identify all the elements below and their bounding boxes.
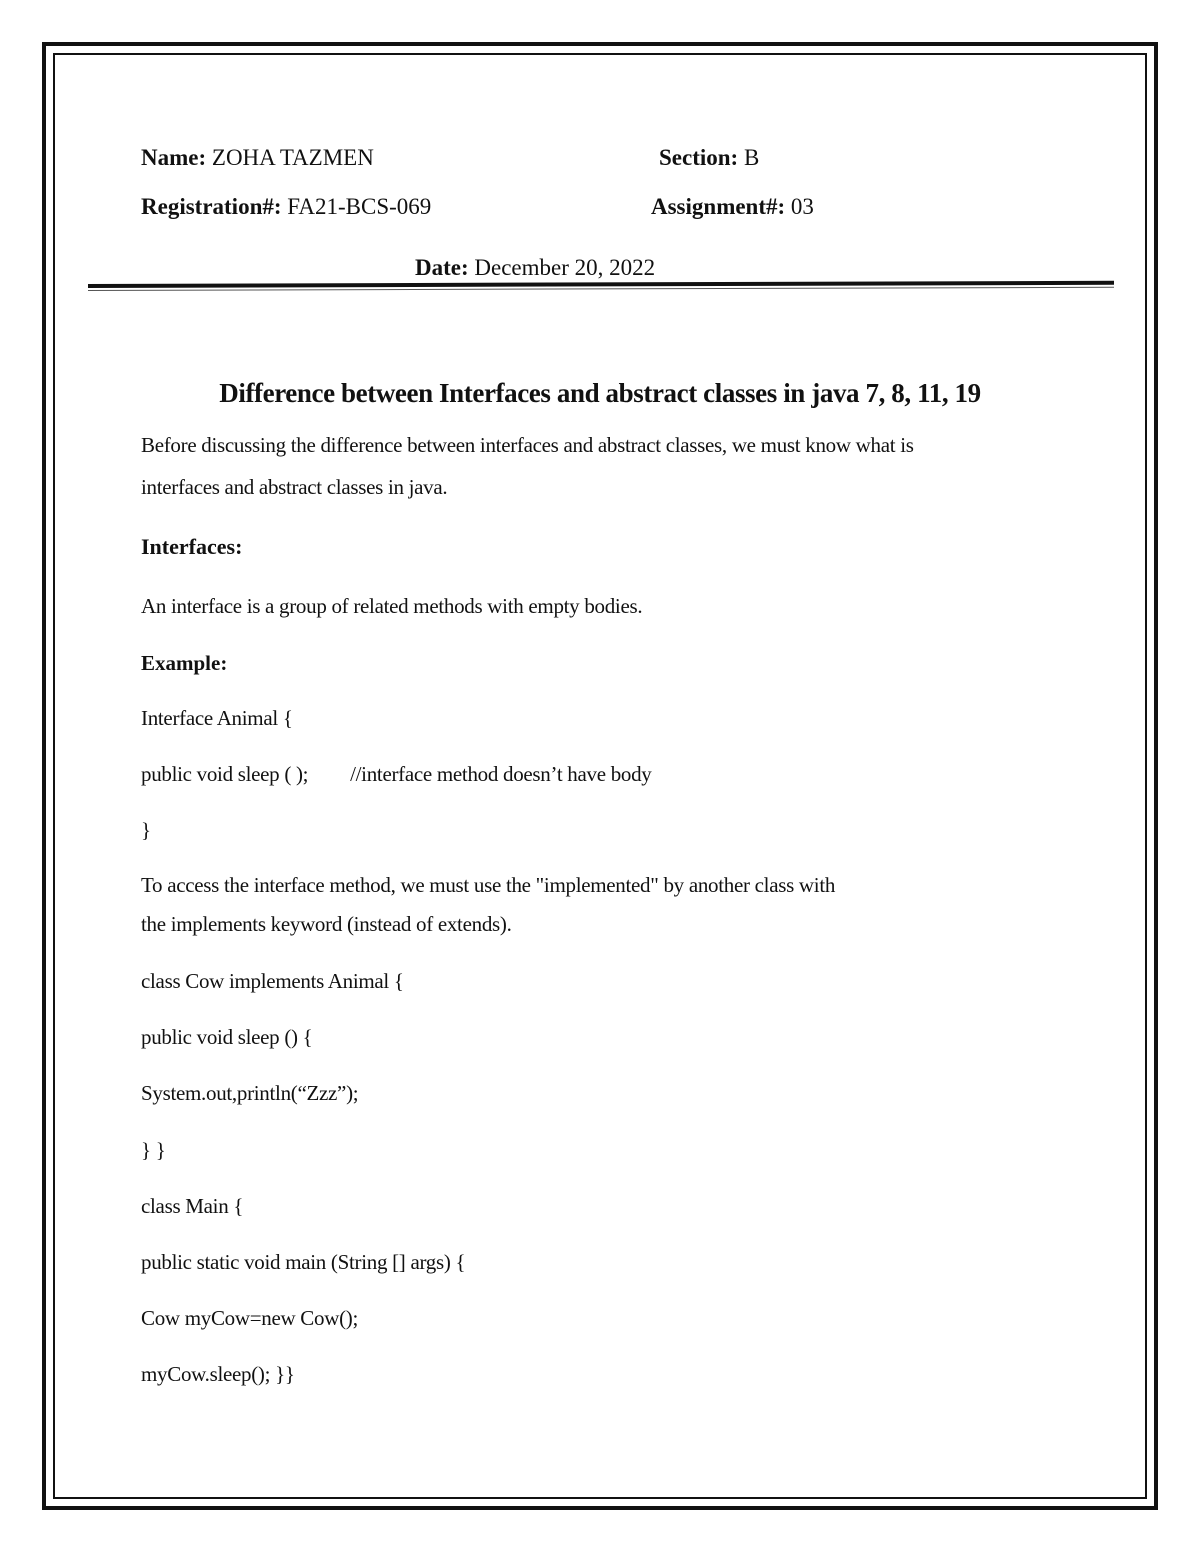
assignment-field bbox=[651, 194, 814, 220]
registration-label: Registration#: bbox=[141, 194, 282, 219]
interface-code-line-2 bbox=[141, 762, 652, 787]
date-value: December 20, 2022 bbox=[474, 255, 656, 280]
name-field bbox=[141, 145, 374, 171]
section-label: Section: bbox=[659, 145, 739, 170]
class-code-line-4: } } bbox=[141, 1138, 166, 1162]
class-code-line-5: class Main { bbox=[141, 1194, 244, 1218]
access-text-line-1: To access the interface method, we must use the "implemented" by another class with bbox=[141, 873, 836, 897]
registration-value: FA21-BCS-069 bbox=[287, 194, 432, 219]
date-field bbox=[415, 255, 655, 281]
section-field bbox=[659, 145, 759, 171]
date-label: Date: bbox=[415, 255, 469, 280]
assignment-label: Assignment#: bbox=[651, 194, 786, 219]
class-code-line-1: class Cow implements Animal { bbox=[141, 969, 404, 993]
intro-line-2: interfaces and abstract classes in java. bbox=[141, 475, 448, 499]
assignment-value: 03 bbox=[790, 194, 814, 219]
document-title: Difference between Interfaces and abstract classes in java 7, 8, 11, 19 bbox=[219, 378, 981, 408]
example-heading: Example: bbox=[141, 651, 228, 675]
section-value: B bbox=[743, 145, 760, 170]
interface-code-statement: public void sleep ( ); bbox=[141, 762, 309, 786]
interfaces-heading: Interfaces: bbox=[141, 534, 243, 559]
class-code-line-8: myCow.sleep(); }} bbox=[141, 1362, 295, 1386]
name-label: Name: bbox=[141, 145, 207, 170]
access-text-line-2: the implements keyword (instead of extends). bbox=[141, 912, 512, 936]
interface-code-line-1: Interface Animal { bbox=[141, 706, 293, 730]
class-code-line-3: System.out,println(“Zzz”); bbox=[141, 1081, 359, 1105]
class-code-line-2: public void sleep () { bbox=[141, 1025, 313, 1049]
class-code-line-6: public static void main (String [] args) { bbox=[141, 1250, 466, 1274]
interface-code-comment: //interface method doesn’t have body bbox=[350, 762, 652, 786]
interfaces-definition: An interface is a group of related methods with empty bodies. bbox=[141, 594, 643, 618]
class-code-line-7: Cow myCow=new Cow(); bbox=[141, 1306, 359, 1330]
interface-code-line-3: } bbox=[141, 818, 151, 842]
name-value: ZOHA TAZMEN bbox=[211, 145, 374, 170]
intro-line-1: Before discussing the difference between interfaces and abstract classes, we must know what is bbox=[141, 433, 914, 457]
registration-field bbox=[141, 194, 431, 220]
